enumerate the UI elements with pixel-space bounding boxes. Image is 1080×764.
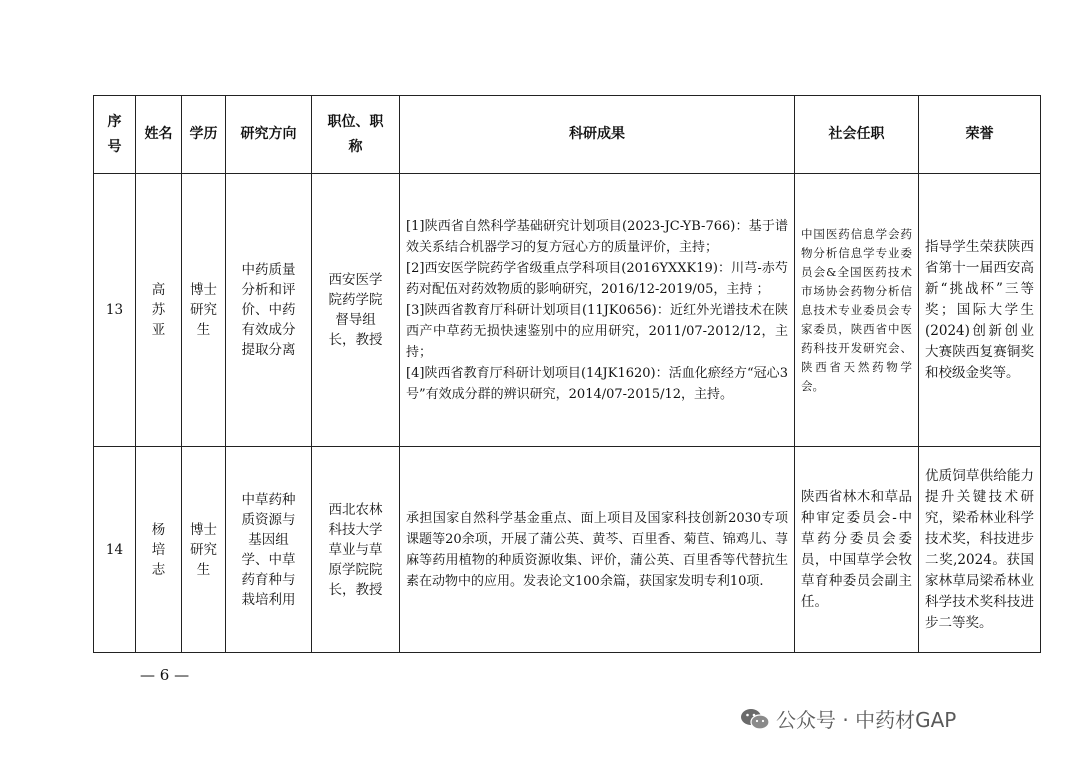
header-position: 职位、职称 [312,96,400,174]
header-social: 社会任职 [795,96,919,174]
table-row [94,447,1041,653]
watermark [740,704,956,733]
row-direction: 中草药种质资源与基因组学、中草药育种与栽培利用 [226,447,312,653]
row-degree: 博士研究生 [182,174,226,447]
row-degree: 博士研究生 [182,447,226,653]
row-position: 西北农林科技大学草业与草原学院院长，教授 [312,447,400,653]
research-item: [3]陕西省教育厅科研计划项目(11JK0656)：近红外光谱技术在陕西产中草药无损快速鉴别中的应用研究，2011/07-2012/12，主持； [406,302,788,360]
table-row [94,174,1041,447]
row-honor: 优质饲草供给能力提升关键技术研究，梁希林业科学技术奖，科技进步二奖,2024。获国家林草局梁希林业科学技术奖科技进步二等奖。 [919,447,1041,653]
row-social: 陕西省林木和草品种审定委员会-中草药分委员会委员，中国草学会牧草育种委员会副主任。 [795,447,919,653]
expert-table [93,95,1041,653]
row-research [400,174,795,447]
row-no: 14 [94,447,136,653]
row-name: 杨培志 [136,447,182,653]
watermark-text: 公众号 · 中药材GAP [776,708,957,732]
header-degree: 学历 [182,96,226,174]
row-direction: 中药质量分析和评价、中药有效成分提取分离 [226,174,312,447]
research-item: [4]陕西省教育厅科研计划项目(14JK1620)：活血化瘀经方“冠心3号”有效成分群的辨识研究，2014/07-2015/12，主持。 [406,365,788,402]
research-item: [2]西安医学院药学省级重点学科项目(2016YXXK19)：川芎-赤芍药对配伍对药效物质的影响研究，2016/12-2019/05，主持 ； [406,260,788,297]
row-name: 高苏亚 [136,174,182,447]
page-number: — 6 — [140,666,190,684]
row-position: 西安医学院药学院督导组长，教授 [312,174,400,447]
header-direction: 研究方向 [226,96,312,174]
header-honor: 荣誉 [919,96,1041,174]
header-research: 科研成果 [400,96,795,174]
row-research [400,447,795,653]
row-social: 中国医药信息学会药物分析信息学专业委员会&全国医药技术市场协会药物分析信息技术专业委员会专家委员，陕西省中医药科技开发研究会、陕西省天然药物学会。 [795,174,919,447]
research-item: [1]陕西省自然科学基础研究计划项目(2023-JC-YB-766)：基于谱效关系结合机器学习的复方冠心方的质量评价，主持； [406,218,788,255]
table-header-row [94,96,1041,174]
research-item: 承担国家自然科学基金重点、面上项目及国家科技创新2030专项课题等20余项，开展了蒲公英、黄芩、百里香、菊苣、锦鸡儿、荨麻等药用植物的种质资源收集、评价，蒲公英、百里香等代替抗生素在动物中的应用。发表论文100余篇，获国家发明专利10项. [406,510,788,589]
row-honor: 指导学生荣获陕西省第十一届西安高新“挑战杯”三等奖；国际大学生(2024)创新创业大赛陕西复赛铜奖和校级金奖等。 [919,174,1041,447]
header-no: 序号 [94,96,136,174]
row-no: 13 [94,174,136,447]
wechat-icon [740,707,770,731]
header-name: 姓名 [136,96,182,174]
